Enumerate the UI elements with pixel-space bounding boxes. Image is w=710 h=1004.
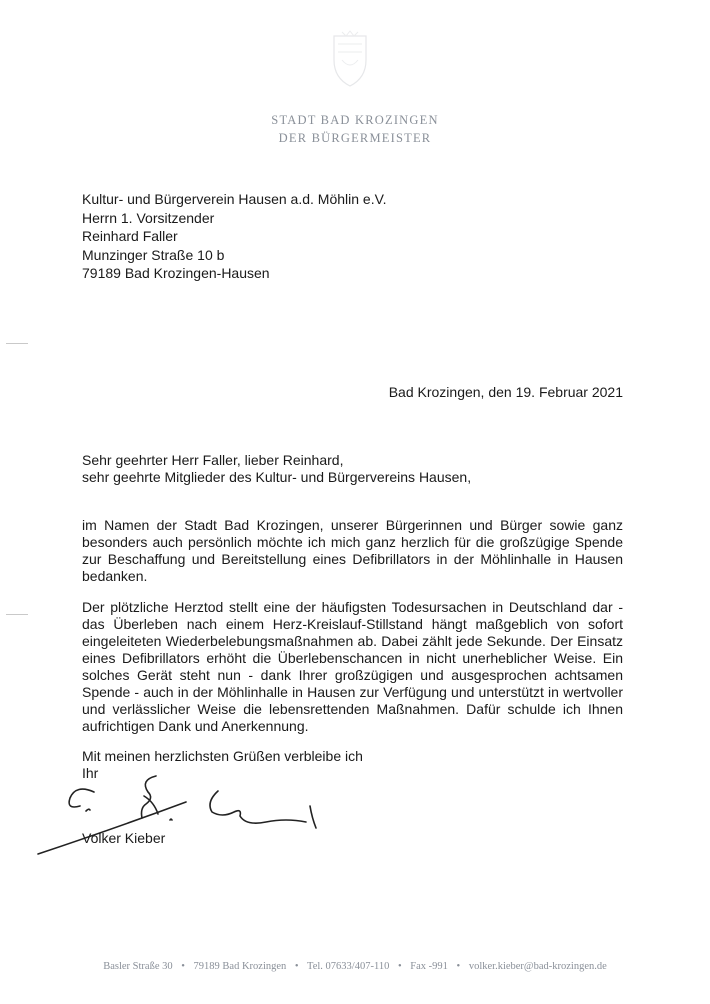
fold-mark [6, 614, 28, 615]
body-paragraph: Der plötzliche Herztod stellt eine der häufigsten Todesursachen in Deutschland dar - das Überleben nach einem Herz-Kreislauf-Stillstand hängt maßgeblich von sofort eingeleiteten Wiederbelebungsmaßnahmen ab. Dabei zählt jede Sekunde. Der Einsatz eines Defibrillators erhöht die Überlebenschancen in nicht unerheblicher Weise. Ein solches Gerät steht nun - dank Ihrer großzügigen und ausgesprochen achtsamen Spende - auch in der Möhlinhalle in Hausen zur Verfügung und unterstützt in wertvoller und verlässlicher Weise die lebensrettenden Maßnahmen. Dafür schulde ich Ihnen aufrichtigen Dank und Anerkennung. [82, 599, 623, 734]
letter-footer [0, 961, 710, 972]
footer-city: 79189 Bad Krozingen [193, 961, 287, 972]
signer-name: Volker Kieber [82, 830, 166, 846]
closing-line: Ihr [82, 765, 99, 781]
recipient-city: 79189 Bad Krozingen-Hausen [82, 265, 270, 282]
recipient-name: Reinhard Faller [82, 228, 178, 245]
recipient-street: Munzinger Straße 10 b [82, 246, 225, 263]
footer-street: Basler Straße 30 [103, 961, 173, 972]
footer-email: volker.kieber@bad-krozingen.de [468, 961, 607, 972]
footer-separator: • [456, 961, 461, 972]
footer-separator: • [294, 961, 299, 972]
footer-phone: Tel. 07633/407-110 [307, 961, 390, 972]
footer-separator: • [181, 961, 185, 972]
footer-fax: Fax -991 [410, 961, 448, 972]
recipient-attention: Herrn 1. Vorsitzender [82, 209, 215, 226]
city-coat-of-arms-icon [328, 30, 372, 90]
closing-line: Mit meinen herzlichsten Grüßen verbleibe ich [82, 748, 363, 764]
salutation [82, 452, 623, 486]
body-paragraph: im Namen der Stadt Bad Krozingen, unserer Bürgerinnen und Bürger sowie ganz besonders auch persönlich möchte ich mich ganz herzlich für die großzügige Spende zur Beschaffung und Bereitstellung eines Defibrillators in der Möhlinhalle in Hausen bedanken. [82, 517, 623, 584]
salutation-line: sehr geehrte Mitglieder des Kultur- und Bürgervereins Hausen, [82, 469, 472, 485]
recipient-address [82, 190, 387, 283]
salutation-line: Sehr geehrter Herr Faller, lieber Reinhard, [82, 452, 344, 468]
letterhead-title: DER BÜRGERMEISTER [278, 131, 432, 145]
fold-mark [6, 343, 28, 344]
date-line: Bad Krozingen, den 19. Februar 2021 [388, 384, 623, 400]
recipient-organization: Kultur- und Bürgerverein Hausen a.d. Möhlin e.V. [82, 191, 387, 207]
footer-separator: • [397, 961, 402, 972]
handwritten-signature [36, 758, 336, 863]
letterhead-city: STADT BAD KROZINGEN [271, 113, 439, 127]
